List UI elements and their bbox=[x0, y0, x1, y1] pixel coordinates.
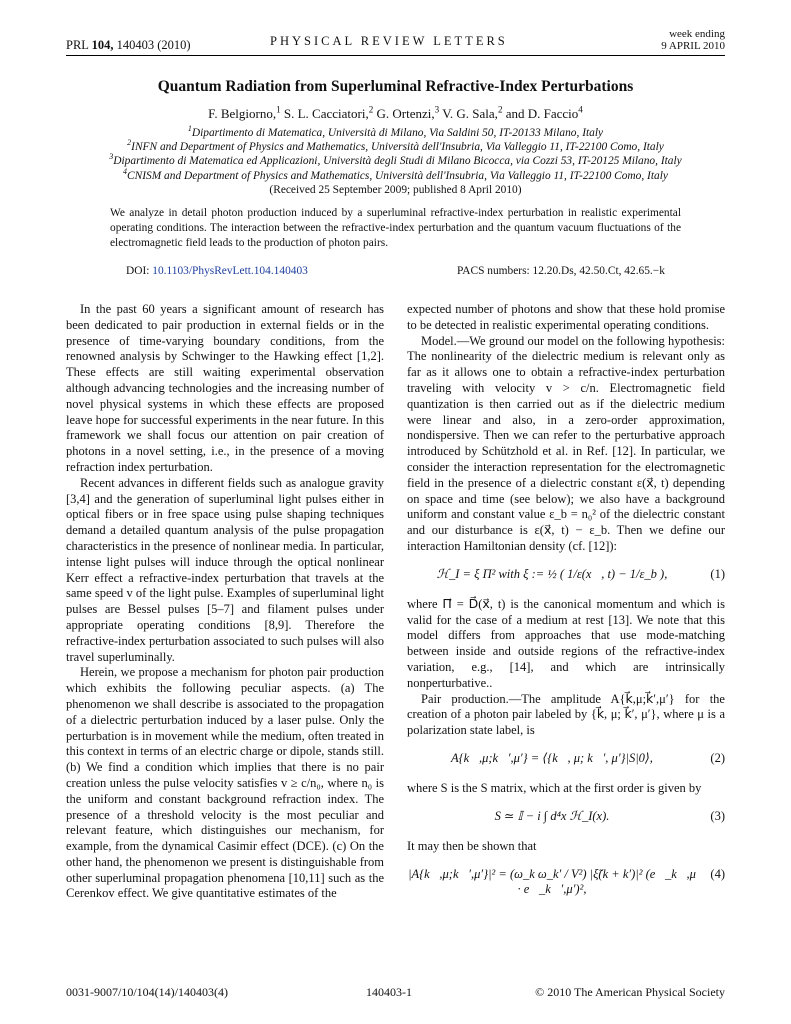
doi-label: DOI: bbox=[126, 265, 150, 277]
author: G. Ortenzi, bbox=[376, 106, 435, 121]
received-dates: (Received 25 September 2009; published 8 April 2010) bbox=[269, 183, 522, 196]
paragraph: Model.—We ground our model on the following hypothesis: The nonlinearity of the dielectric medium is relevant only as far as it allows one to obtain a refractive-index perturbation traveling with velocity v > c/n. Electromagnetic field quantization is then carried out as if the dielectric medium were linear and also, in a zero-order approximation, nondispersive. Then we can refer to the perturbative approach introduced by Schützhold et al. in Ref. [12]. In particular, we consider the interaction representation for the electromagnetic field in the presence of a dielectric constant ε(x⃗, t) depending on space and time (see below); we also have a background uniform and constant value ε_b = n₀² of the dielectric constant and our disturbance is ε(x⃗, t) − ε_b. Then we define our interaction Hamiltonian density (cf. [12]): bbox=[407, 333, 725, 553]
equation-1 bbox=[407, 561, 725, 591]
footer-code: 0031-9007/10/104(14)/140403(4) bbox=[66, 985, 228, 999]
paragraph: expected number of photons and show that these hold promise to be detected in realistic experimental operating conditions. bbox=[407, 302, 725, 332]
affiliations bbox=[40, 126, 751, 197]
equation-body: ℋ_I = ξ Π² with ξ := ½ ( 1/ε(x⃗, t) − 1/ε_b ), bbox=[436, 566, 668, 581]
paragraph: Pair production.—The amplitude A{k⃗,μ;k⃗′,μ′} for the creation of a photon pair labeled by {k⃗, μ; k⃗′, μ′}, where μ is a polarization state label, is bbox=[407, 691, 725, 738]
affiliation: $^1$Dipartimento di Matematica, Università di Milano, Via Saldini 50, IT-20133 Milano, Italy bbox=[187, 124, 604, 139]
paragraph: where S is the S matrix, which at the first order is given by bbox=[407, 780, 702, 795]
affiliation: $^2$INFN and Department of Physics and Mathematics, Università dell'Insubria, Via Valleggio 11, IT-22100 Como, Italy bbox=[127, 138, 664, 154]
equation-3 bbox=[407, 803, 725, 833]
paragraph: Herein, we propose a mechanism for photon pair production which exhibits the following peculiar aspects. (a) The phenomenon we shall describe is associated to the propagation of a dielectric perturbation induced by a laser pulse. Only the perturbation is in movement while the medium, often treated in this context in terms of an electric charge or dipole, stands still. (b) We find a condition which implies that there is no pair creation unless the pulse velocity satisfies v ≥ c/n₀, where n₀ is the uniform and constant background refraction index. The presence of a threshold velocity is the most peculiar and relevant feature, which distinguishes our mechanism, for example, from the dynamical Casimir effect (DCE). (c) On the other hand, the phenomenon we present is distinguishable from other superluminal propagation phenomena [10,11] such as the Cerenkov effect. We give quantitative estimates of the bbox=[66, 665, 384, 901]
abstract: We analyze in detail photon production induced by a superluminal refractive-index perturbation in realistic experimental operating conditions. The interaction between the refractive-index perturbation and the quantum vacuum fluctuations of the electromagnetic field leads to the production of photon pairs. bbox=[110, 207, 681, 250]
journal-name: PHYSICAL REVIEW LETTERS bbox=[270, 34, 508, 48]
doi bbox=[126, 265, 308, 277]
equation-number: (2) bbox=[710, 750, 725, 765]
equation-body: A{k⃗,μ;k⃗′,μ′} = ⟨{k⃗, μ; k⃗′, μ′}|S|0⟩, bbox=[451, 750, 653, 765]
author-list: F. Belgiorno,$^1$ S. L. Cacciatori,$^2$ G. Ortenzi,$^3$ V. G. Sala,$^2$ and D. Faccio$^4$ bbox=[208, 104, 583, 121]
left-column bbox=[66, 302, 384, 902]
equation-number: (1) bbox=[710, 566, 725, 581]
equation-body: S ≃ 𝕀 − i ∫ d⁴x ℋ_I(x). bbox=[494, 808, 610, 823]
right-column bbox=[407, 302, 725, 897]
affiliation: $^3$Dipartimento di Matematica ed Applicazioni, Università degli Studi di Milano Bicocca, via Cozzi 53, IT-20125 Milano, Italy bbox=[109, 152, 682, 168]
paragraph: Recent advances in different fields such as analogue gravity [3,4] and the generation of superluminal light pulses either in optical fibers or in free space using pulse shaping techniques demand a detailed quantum analysis of the pulse propagation characteristics in the presence of nonlinear media. In particular, intense light pulses will induce through the optical nonlinear Kerr effect a refractive-index perturbation that travels at the same speed v of the light pulse. Examples of superluminal light pulses are Bessel pulses [5–7] and filament pulses under appropriate operating conditions [8,9]. Therefore the refractive-index perturbation associated to such pulses will also travel superluminally. bbox=[66, 475, 384, 664]
paper-title: Quantum Radiation from Superluminal Refractive-Index Perturbations bbox=[157, 78, 634, 95]
date: 9 APRIL 2010 bbox=[661, 40, 725, 52]
article-number: 140403 (2010) bbox=[116, 38, 191, 52]
author: and D. Faccio bbox=[505, 106, 579, 121]
journal-prefix: PRL bbox=[66, 38, 89, 52]
author: S. L. Cacciatori, bbox=[283, 106, 369, 121]
week-label: week ending bbox=[669, 28, 725, 40]
equation-2 bbox=[407, 745, 725, 775]
equation-body: |A{k⃗,μ;k⃗′,μ′}|² = (ω_k ω_k′ / V²) |ξ̃(k + k′)|² (e⃗_k⃗,μ · e⃗_k⃗′,μ′)², bbox=[408, 866, 696, 897]
volume: 104, bbox=[91, 38, 114, 52]
doi-link[interactable]: 10.1103/PhysRevLett.104.140403 bbox=[152, 265, 308, 277]
page-number: 140403-1 bbox=[366, 985, 412, 999]
author: F. Belgiorno, bbox=[208, 106, 277, 121]
pacs-numbers: PACS numbers: 12.20.Ds, 42.50.Ct, 42.65.−k bbox=[457, 265, 665, 277]
equation-4 bbox=[407, 861, 725, 897]
header-rule bbox=[66, 55, 725, 56]
running-header-citation bbox=[66, 38, 191, 53]
paragraph: where Π⃗ = D⃗(x⃗, t) is the canonical momentum and which is valid for the case of a medium at rest [13]. We note that this model differs from approaches that use mode-matching between inside and outside regions of the refractive-index variation, e.g., [14], and which are intrinsically nonperturbative.. bbox=[407, 596, 725, 690]
paragraph: In the past 60 years a significant amount of research has been dedicated to pair production in external fields or in the presence of time-varying boundary conditions, from the renowned analysis by Schwinger to the Hawking effect [1,2]. These effects are still waiting experimental observation although advancing technologies and the increasing number of novel physical systems in which these effects are proposed leave hope for successful experiments in the near future. In this framework we shall focus our attention on pair creation of photons in a novel setting, i.e., in the presence of a moving refraction index perturbation. bbox=[66, 302, 384, 474]
equation-number: (3) bbox=[710, 808, 725, 823]
copyright: © 2010 The American Physical Society bbox=[535, 985, 725, 999]
issue-date bbox=[661, 28, 725, 52]
author: V. G. Sala, bbox=[442, 106, 498, 121]
equation-number: (4) bbox=[710, 866, 725, 881]
paragraph: It may then be shown that bbox=[407, 838, 537, 853]
affiliation: $^4$CNISM and Department of Physics and Mathematics, Università dell'Insubria, Via Valleggio 11, IT-22100 Como, Italy bbox=[123, 166, 668, 182]
